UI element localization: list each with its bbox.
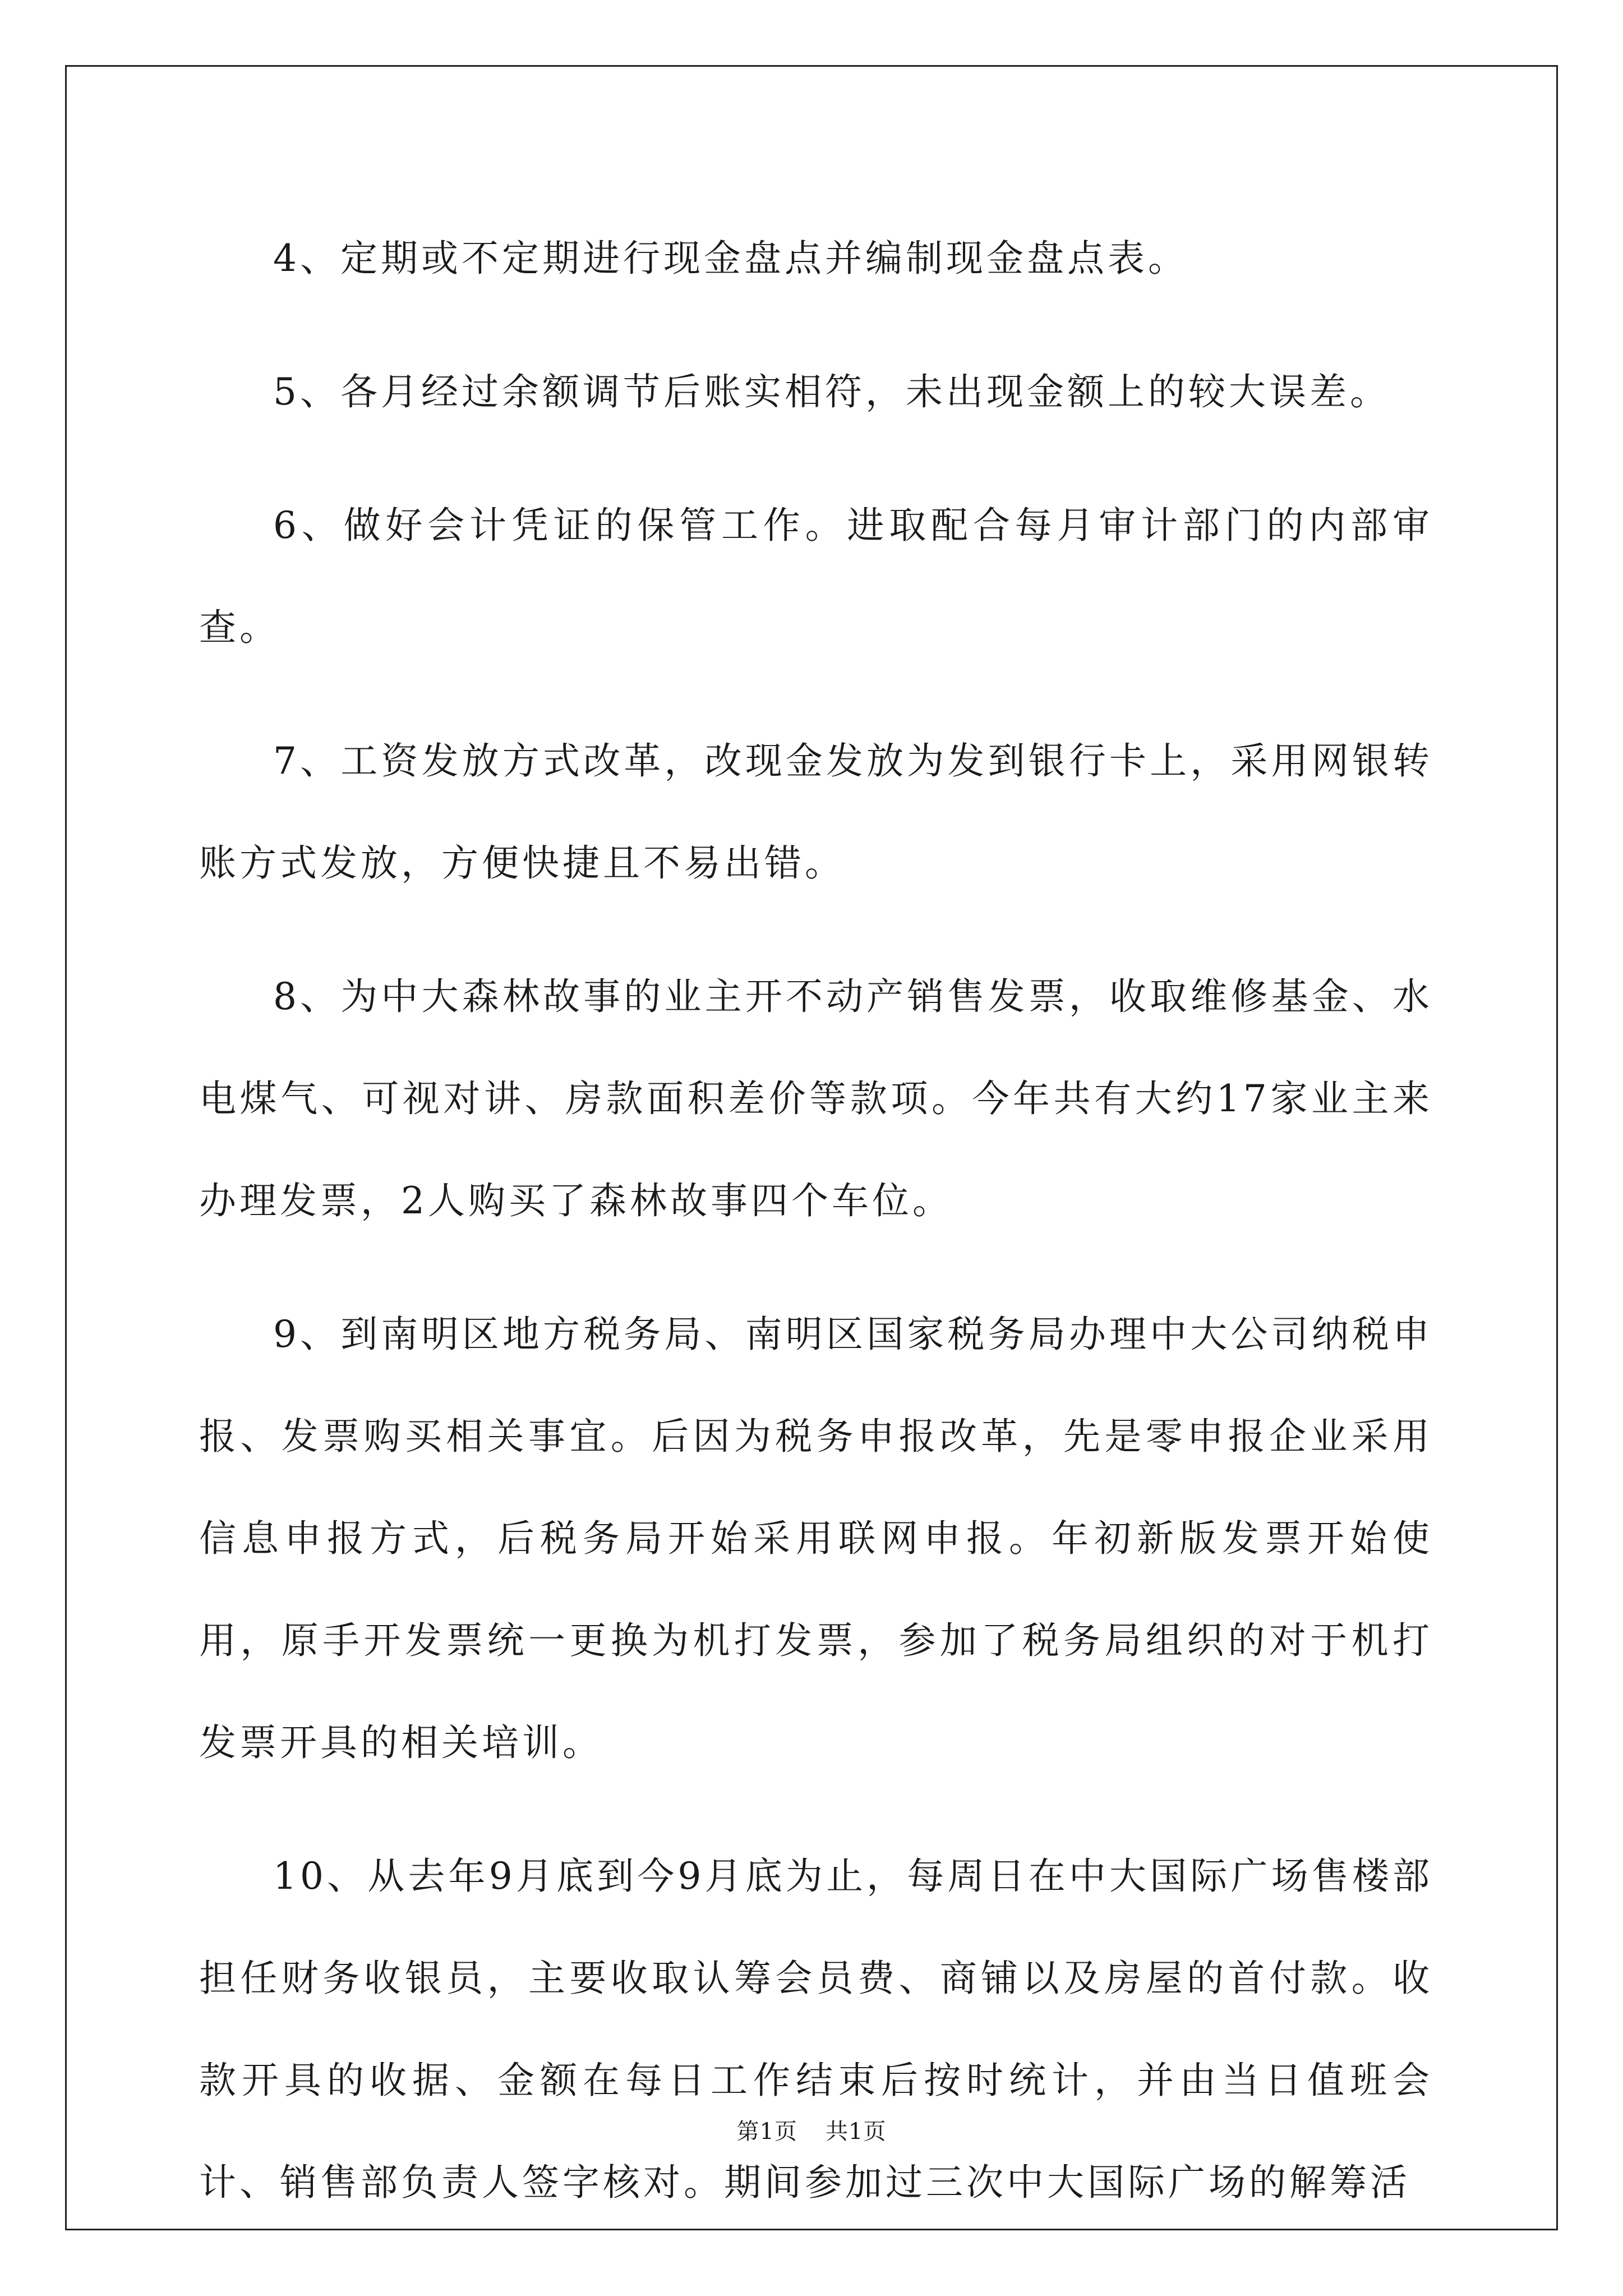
paragraph-item-9: 9、到南明区地方税务局、南明区国家税务局办理中大公司纳税申报、发票购买相关事宜。后因为税务申报改革，先是零申报企业采用信息申报方式，后税务局开始采用联网申报。年初新版发票开始使用，原手开发票统一更换为机打发票，参加了税务局组织的对于机打发票开具的相关培训。 — [199, 1313, 1433, 1764]
paragraph-item-4: 4、定期或不定期进行现金盘点并编制现金盘点表。 — [273, 237, 1188, 280]
page-footer — [0, 2118, 1623, 2146]
page-total: 共1页 — [826, 2119, 887, 2145]
paragraph-item-10: 10、从去年9月底到今9月底为止，每周日在中大国际广场售楼部担任财务收银员，主要收取认筹会员费、商铺以及房屋的首付款。收款开具的收据、金额在每日工作结束后按时统计，并由当日值班会计、销售部负责人签字核对。期间参加过三次中大国际广场的解筹活 — [199, 1855, 1433, 2204]
paragraph-item-8: 8、为中大森林故事的业主开不动产销售发票，收取维修基金、水电煤气、可视对讲、房款面积差价等款项。今年共有大约17家业主来办理发票，2人购买了森林故事四个车位。 — [199, 975, 1433, 1222]
paragraph-item-5: 5、各月经过余额调节后账实相符，未出现金额上的较大误差。 — [273, 370, 1390, 413]
page-number: 第1页 — [736, 2119, 797, 2145]
document-body — [199, 208, 1433, 2265]
paragraph-item-6: 6、做好会计凭证的保管工作。进取配合每月审计部门的内部审查。 — [199, 504, 1433, 649]
paragraph-item-7: 7、工资发放方式改革，改现金发放为发到银行卡上，采用网银转账方式发放，方便快捷且不易出错。 — [199, 739, 1433, 885]
